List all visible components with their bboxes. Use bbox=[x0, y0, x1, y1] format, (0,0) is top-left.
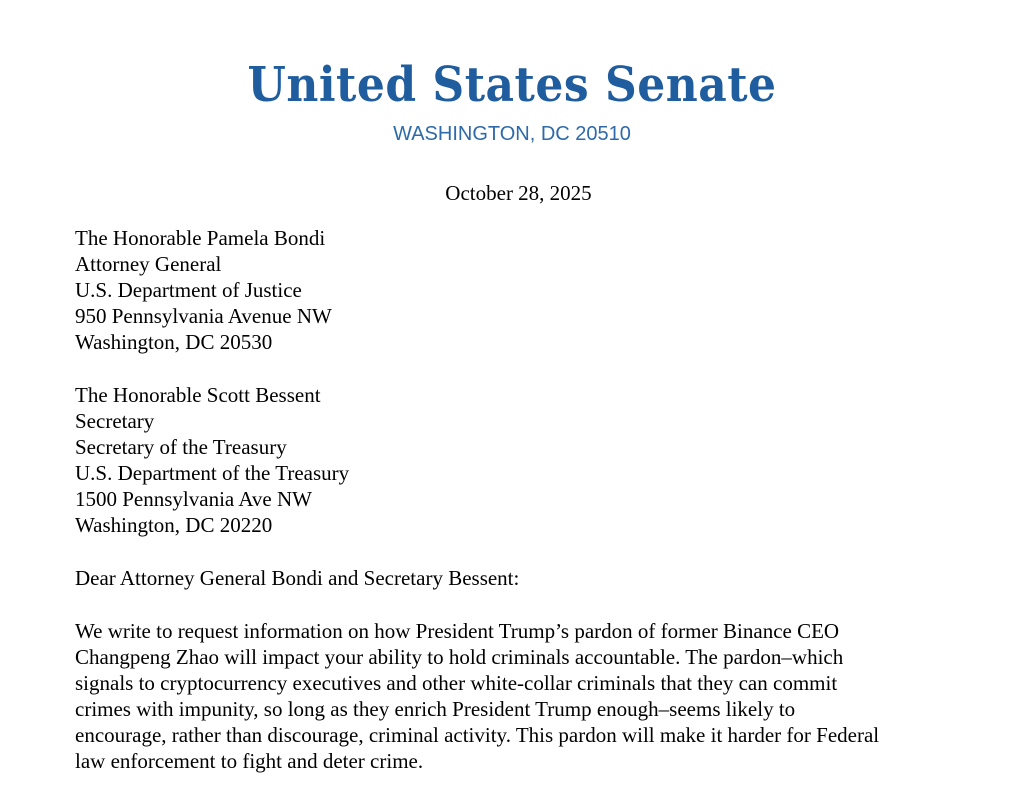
recipient-address-bessent bbox=[75, 382, 349, 538]
salutation: Dear Attorney General Bondi and Secretary Bessent: bbox=[75, 566, 520, 590]
paragraph-line: Changpeng Zhao will impact your ability to hold criminals accountable. The pardon–which bbox=[75, 645, 844, 669]
paragraph-line: We write to request information on how President Trump’s pardon of former Binance CEO bbox=[75, 619, 840, 643]
address-line: 1500 Pennsylvania Ave NW bbox=[75, 487, 312, 511]
paragraph-line: signals to cryptocurrency executives and other white-collar criminals that they can commit bbox=[75, 671, 838, 695]
address-line: U.S. Department of Justice bbox=[75, 278, 302, 302]
recipient-address-bondi bbox=[75, 225, 332, 355]
address-line: Secretary of the Treasury bbox=[75, 435, 287, 459]
senate-letterhead-address: WASHINGTON, DC 20510 bbox=[393, 123, 631, 145]
address-line: Secretary bbox=[75, 409, 155, 433]
address-line: The Honorable Pamela Bondi bbox=[75, 226, 326, 250]
paragraph-line: crimes with impunity, so long as they enrich President Trump enough–seems likely to bbox=[75, 697, 796, 721]
address-line: Attorney General bbox=[75, 252, 222, 276]
body-paragraph bbox=[75, 618, 975, 774]
letter-date: October 28, 2025 bbox=[445, 181, 592, 205]
letterhead bbox=[0, 58, 1024, 146]
paragraph-line: law enforcement to fight and deter crime. bbox=[75, 749, 424, 773]
address-line: Washington, DC 20530 bbox=[75, 330, 273, 354]
address-line: Washington, DC 20220 bbox=[75, 513, 273, 537]
address-line: 950 Pennsylvania Avenue NW bbox=[75, 304, 332, 328]
address-line: U.S. Department of the Treasury bbox=[75, 461, 350, 485]
senate-letterhead-title: United States Senate bbox=[247, 57, 777, 113]
paragraph-line: encourage, rather than discourage, criminal activity. This pardon will make it harder for Federal bbox=[75, 723, 880, 747]
address-line: The Honorable Scott Bessent bbox=[75, 383, 321, 407]
